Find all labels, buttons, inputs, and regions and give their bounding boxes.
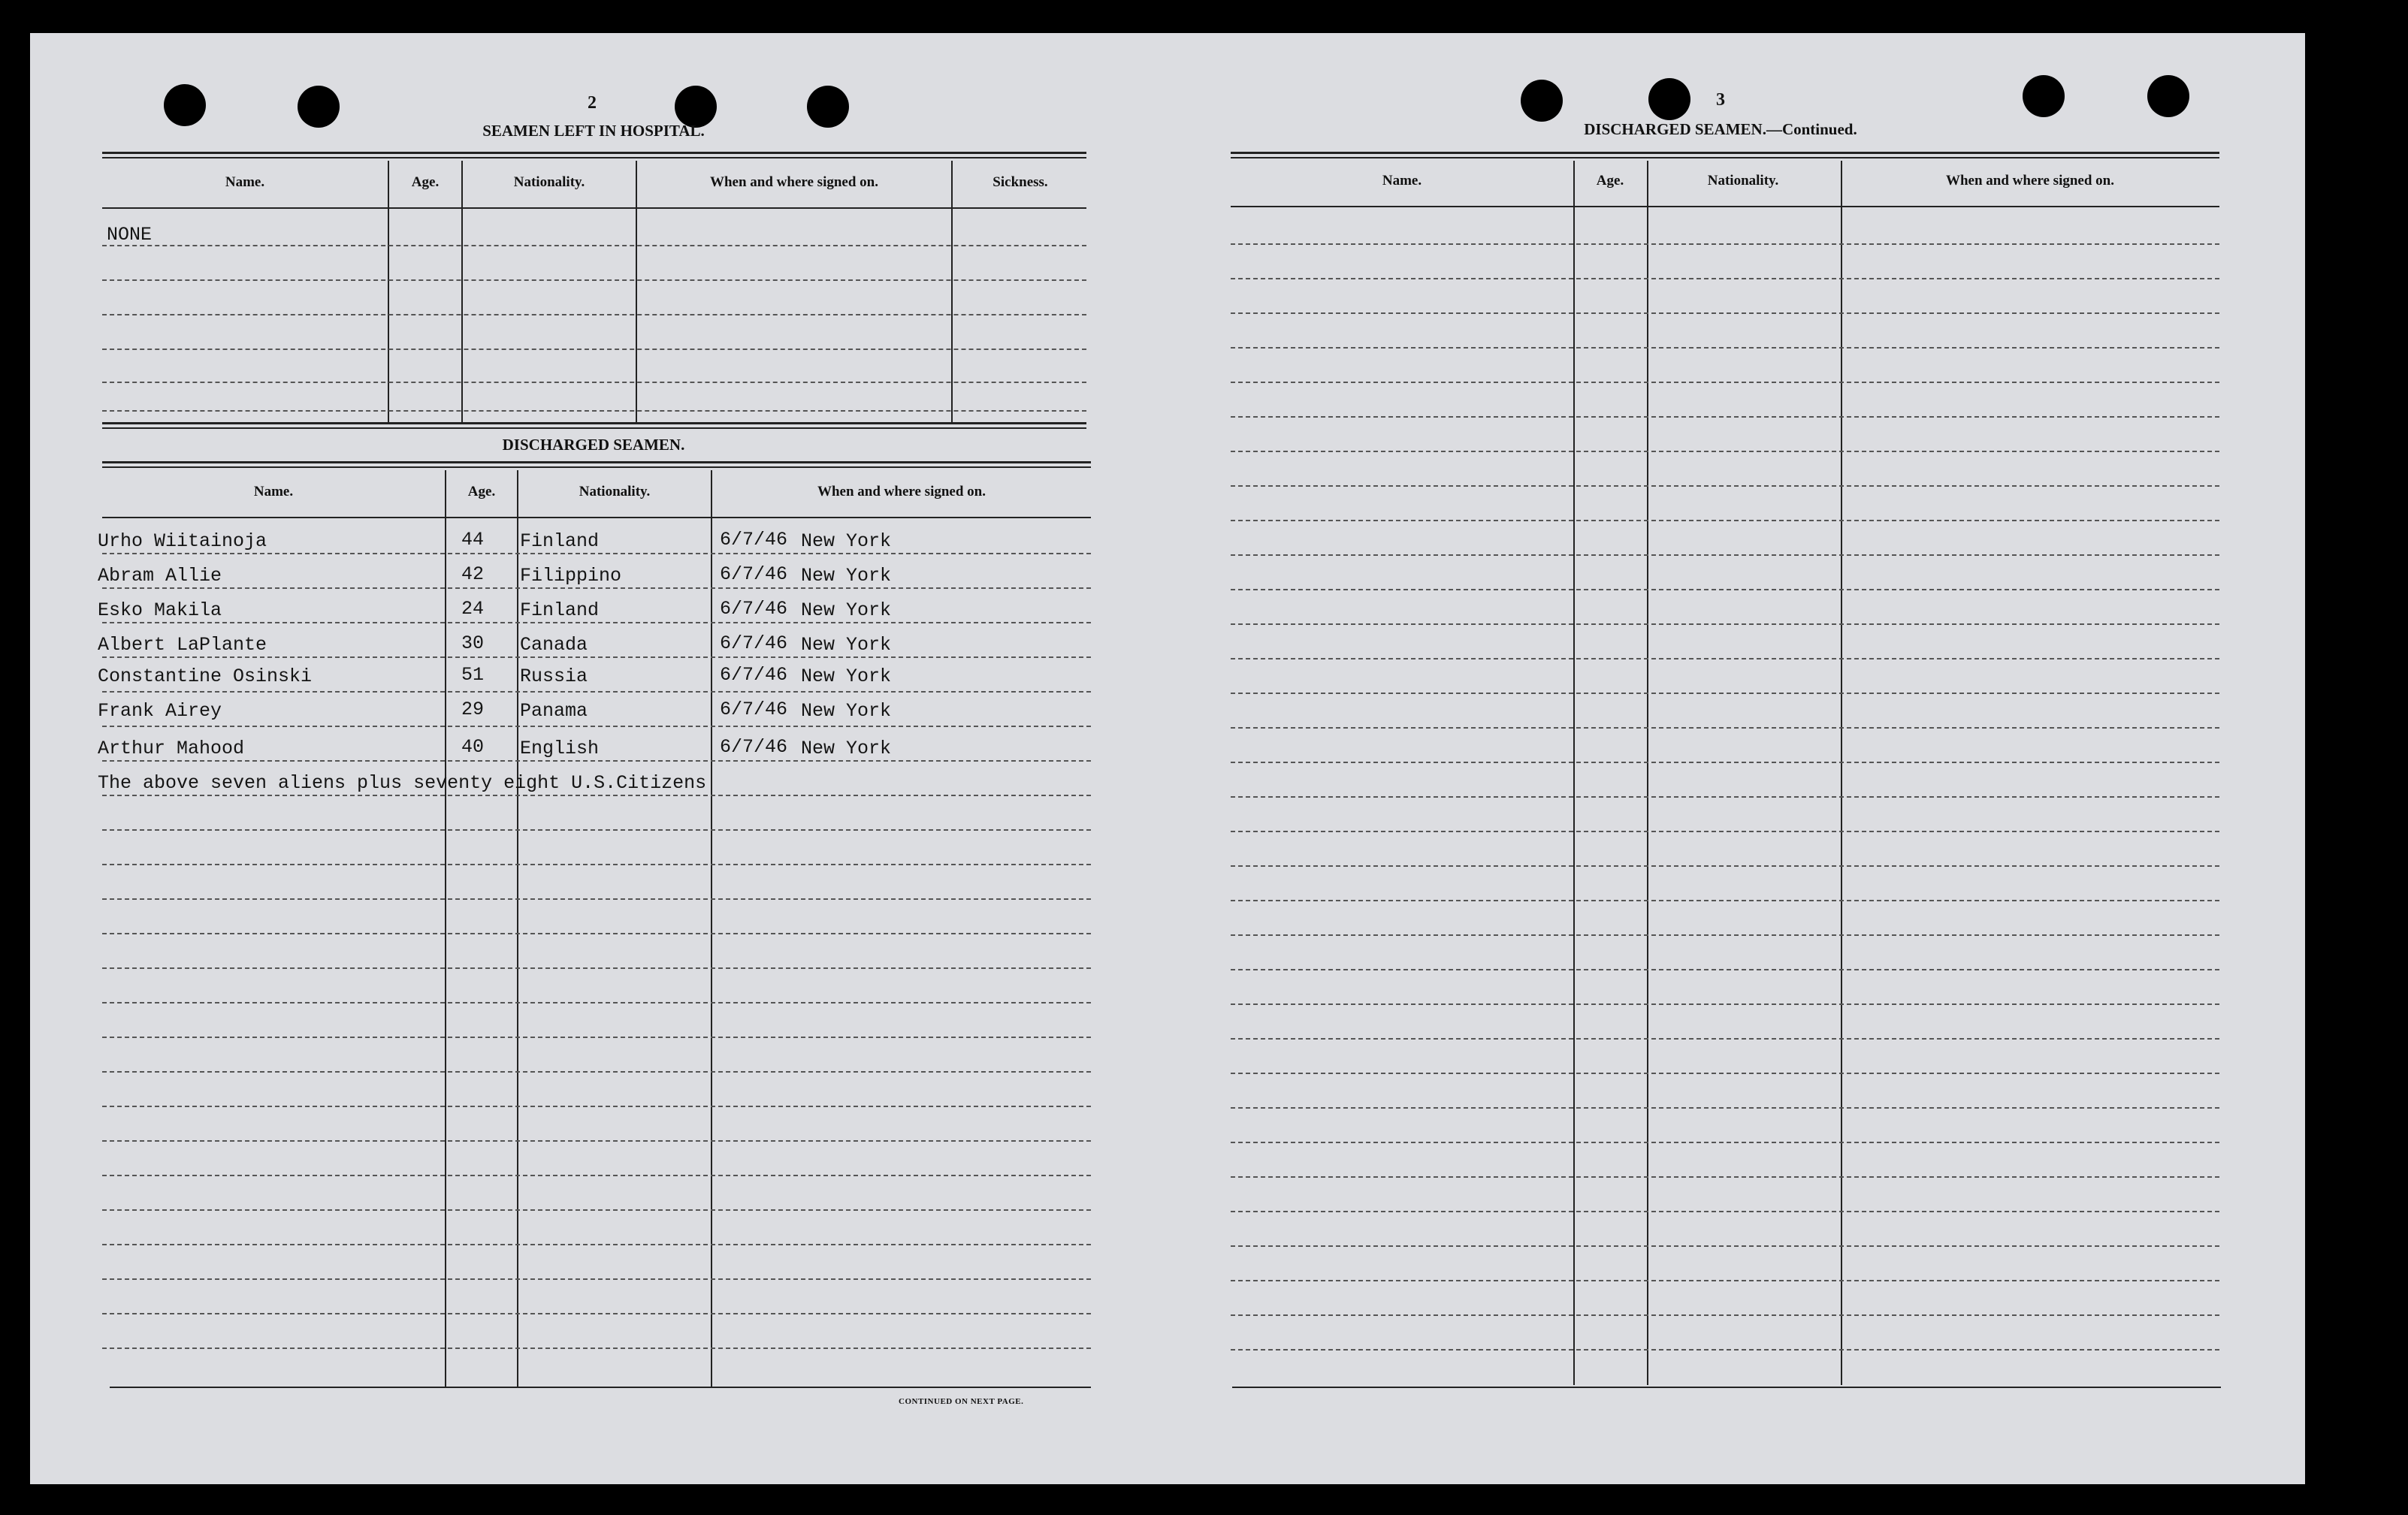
seaman-age: 30 (461, 632, 485, 654)
discharged-col-divider (517, 470, 518, 1387)
signed-on-place: New York (801, 738, 892, 759)
ruled-line (102, 1278, 1091, 1280)
ruled-line (102, 726, 1091, 727)
discharged-col-age: Age. (467, 484, 496, 499)
seaman-age: 42 (461, 563, 485, 585)
ruled-line (1231, 693, 2219, 694)
signed-on-place: New York (801, 565, 892, 587)
signed-on-date: 6/7/46 (720, 563, 788, 585)
ruled-line (102, 829, 1091, 831)
ruled-line (1231, 1107, 2219, 1109)
ruled-line (1231, 1314, 2219, 1316)
punch-hole (298, 86, 340, 128)
ruled-line (1231, 347, 2219, 349)
ruled-line (102, 349, 1086, 350)
discharged-bottom-rule (110, 1387, 1091, 1388)
ruled-line (1231, 485, 2219, 487)
right-col-divider (1647, 161, 1648, 1385)
discharged-col-divider (445, 470, 446, 1387)
signed-on-date: 6/7/46 (720, 664, 788, 686)
signed-on-date: 6/7/46 (720, 736, 788, 758)
ruled-line (102, 1313, 1091, 1314)
seaman-name: Esko Makila (98, 599, 222, 621)
seaman-name: Arthur Mahood (98, 738, 245, 759)
right-col-name: Name. (1382, 173, 1422, 189)
ruled-line (1231, 727, 2219, 729)
hospital-top-rule (102, 152, 1086, 158)
document-sheet (30, 33, 2305, 1484)
ruled-line (1231, 278, 2219, 279)
ruled-line (102, 1348, 1091, 1349)
ruled-line (1231, 1142, 2219, 1143)
right-col-divider (1841, 161, 1842, 1385)
seaman-name: Frank Airey (98, 700, 222, 722)
ruled-line (1231, 1211, 2219, 1212)
ruled-line (1231, 1038, 2219, 1040)
ruled-line (102, 1071, 1091, 1073)
ruled-line (1231, 865, 2219, 867)
seaman-nationality: Canada (520, 634, 588, 656)
discharged-header-rule (102, 517, 1091, 518)
right-top-rule (1231, 152, 2219, 158)
signed-on-date: 6/7/46 (720, 598, 788, 620)
seaman-nationality: Filippino (520, 565, 622, 587)
discharged-continued-title: DISCHARGED SEAMEN.—Continued. (1584, 120, 1857, 138)
ruled-line (102, 622, 1091, 623)
seaman-age: 51 (461, 664, 485, 686)
ruled-line (1231, 451, 2219, 452)
ruled-line (1231, 1280, 2219, 1281)
seaman-age: 44 (461, 529, 485, 551)
ruled-line (1231, 1245, 2219, 1247)
seaman-age: 24 (461, 598, 485, 620)
ruled-line (1231, 520, 2219, 521)
ruled-line (102, 967, 1091, 969)
ruled-line (1231, 796, 2219, 798)
discharged-col-nationality: Nationality. (579, 484, 651, 499)
page-number-right: 3 (1716, 90, 1725, 110)
ruled-line (102, 279, 1086, 281)
signed-on-date: 6/7/46 (720, 699, 788, 720)
ruled-line (102, 691, 1091, 693)
ruled-line (102, 795, 1091, 796)
ruled-line (102, 933, 1091, 934)
ruled-line (1231, 1003, 2219, 1005)
seaman-name: Urho Wiitainoja (98, 530, 267, 552)
punch-hole (807, 86, 849, 128)
ruled-line (102, 245, 1086, 246)
right-bottom-rule (1232, 1387, 2221, 1388)
ruled-line (102, 314, 1086, 315)
ruled-line (1231, 658, 2219, 659)
ruled-line (1231, 1176, 2219, 1178)
ruled-line (1231, 762, 2219, 763)
ruled-line (102, 1244, 1091, 1245)
discharged-col-name: Name. (253, 484, 294, 499)
hospital-col-nationality: Nationality. (513, 174, 585, 190)
ruled-line (1231, 1073, 2219, 1074)
continued-footer: CONTINUED ON NEXT PAGE. (899, 1397, 1024, 1406)
punch-hole (1648, 78, 1690, 120)
right-col-nationality: Nationality. (1707, 173, 1779, 189)
right-col-signed-on: When and where signed on. (1945, 173, 2114, 189)
hospital-col-name: Name. (225, 174, 265, 190)
right-header-rule (1231, 206, 2219, 207)
hospital-col-sickness: Sickness. (993, 174, 1048, 190)
right-col-age: Age. (1596, 173, 1624, 189)
ruled-line (102, 760, 1091, 762)
ruled-line (102, 1140, 1091, 1142)
hospital-bottom-rule (102, 422, 1086, 429)
ruled-line (1231, 554, 2219, 556)
discharged-top-rule (102, 461, 1091, 468)
ruled-line (102, 898, 1091, 900)
ruled-line (102, 553, 1091, 554)
seaman-nationality: Russia (520, 665, 588, 687)
ruled-line (1231, 831, 2219, 832)
seaman-name: Albert LaPlante (98, 634, 267, 656)
discharged-note: The above seven aliens plus seventy eight U.S.Citizens (98, 772, 707, 794)
seaman-nationality: Finland (520, 530, 600, 552)
ruled-line (1231, 969, 2219, 970)
signed-on-place: New York (801, 665, 892, 687)
seaman-nationality: English (520, 738, 600, 759)
seaman-nationality: Panama (520, 700, 588, 722)
hospital-col-signed-on: When and where signed on. (709, 174, 878, 190)
ruled-line (1231, 589, 2219, 590)
signed-on-date: 6/7/46 (720, 632, 788, 654)
ruled-line (102, 656, 1091, 658)
hospital-col-age: Age. (411, 174, 440, 190)
seaman-age: 40 (461, 736, 485, 758)
signed-on-place: New York (801, 634, 892, 656)
seaman-nationality: Finland (520, 599, 600, 621)
punch-hole (2023, 75, 2065, 117)
ruled-line (102, 1106, 1091, 1107)
ruled-line (1231, 416, 2219, 418)
ruled-line (102, 1002, 1091, 1003)
right-col-divider (1573, 161, 1575, 1385)
discharged-col-signed-on: When and where signed on. (817, 484, 986, 499)
signed-on-place: New York (801, 700, 892, 722)
ruled-line (102, 1037, 1091, 1038)
seaman-name: Constantine Osinski (98, 665, 313, 687)
ruled-line (1231, 1349, 2219, 1351)
page-number-left: 2 (588, 93, 597, 113)
discharged-col-divider (711, 470, 712, 1387)
punch-hole (1521, 80, 1563, 122)
seaman-age: 29 (461, 699, 485, 720)
hospital-entry: NONE (107, 224, 153, 246)
ruled-line (1231, 900, 2219, 901)
ruled-line (1231, 623, 2219, 625)
ruled-line (102, 1209, 1091, 1211)
punch-hole (2147, 75, 2189, 117)
ruled-line (1231, 934, 2219, 936)
ruled-line (1231, 382, 2219, 383)
punch-hole (164, 84, 206, 126)
signed-on-place: New York (801, 599, 892, 621)
discharged-section-title: DISCHARGED SEAMEN. (502, 436, 685, 454)
hospital-section-title: SEAMEN LEFT IN HOSPITAL. (482, 122, 705, 140)
ruled-line (102, 864, 1091, 865)
ruled-line (102, 382, 1086, 383)
hospital-header-rule (102, 207, 1086, 209)
seaman-name: Abram Allie (98, 565, 222, 587)
signed-on-place: New York (801, 530, 892, 552)
ruled-line (102, 410, 1086, 412)
ruled-line (1231, 312, 2219, 314)
ruled-line (102, 587, 1091, 589)
ruled-line (102, 1175, 1091, 1176)
ruled-line (1231, 243, 2219, 245)
signed-on-date: 6/7/46 (720, 529, 788, 551)
